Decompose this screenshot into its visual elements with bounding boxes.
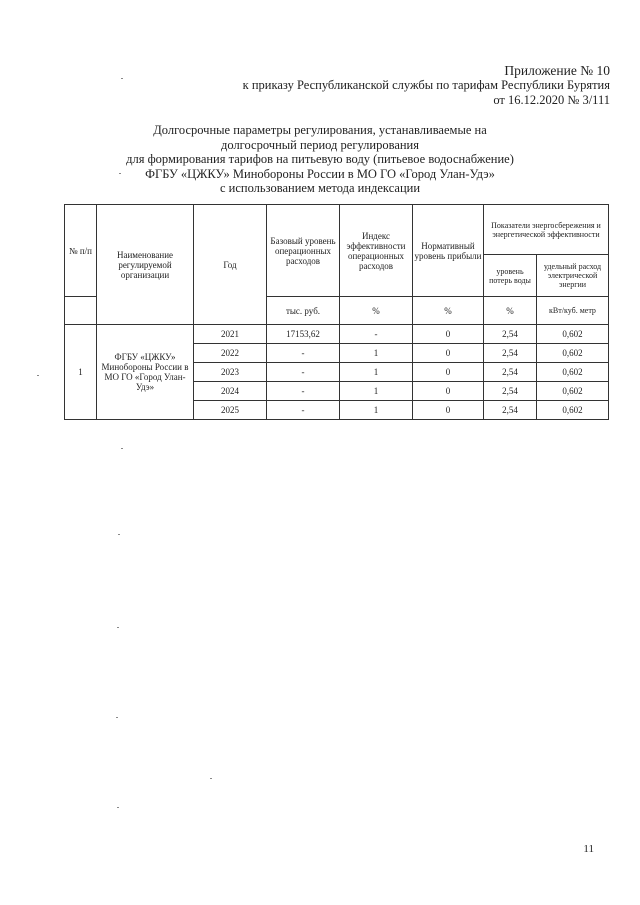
row-profit: 0 — [413, 363, 484, 382]
row-specific: 0,602 — [537, 401, 609, 420]
appendix-date-line: от 16.12.2020 № 3/111 — [493, 93, 610, 107]
row-profit: 0 — [413, 382, 484, 401]
org-name: ФГБУ «ЦЖКУ» Минобороны России в МО ГО «Город Улан-Удэ» — [97, 325, 194, 420]
row-losses: 2,54 — [484, 344, 537, 363]
heading-line: долгосрочный период регулирования — [221, 137, 419, 152]
units-index: % — [340, 297, 413, 325]
row-profit: 0 — [413, 344, 484, 363]
heading-line: Долгосрочные параметры регулирования, устанавливаемые на — [153, 123, 487, 137]
table-row — [65, 325, 609, 344]
org-number: 1 — [65, 325, 97, 420]
row-base: - — [267, 344, 340, 363]
row-year: 2024 — [194, 382, 267, 401]
row-base: 17153,62 — [267, 325, 340, 344]
header-water-losses: уровень потерь воды — [484, 255, 537, 297]
row-year: 2021 — [194, 325, 267, 344]
heading-line: ФГБУ «ЦЖКУ» Минобороны России в МО ГО «Город Улан-Удэ» — [145, 166, 495, 181]
heading-line: для формирования тарифов на питьевую воду (питьевое водоснабжение) — [126, 152, 514, 166]
scan-speck — [119, 173, 121, 174]
scan-speck — [117, 807, 119, 808]
scan-speck — [121, 78, 123, 79]
heading-line: с использованием метода индексации — [219, 181, 421, 195]
row-profit: 0 — [413, 325, 484, 344]
header-year: Год — [194, 205, 267, 325]
scan-speck — [118, 534, 120, 535]
page-number: 11 — [583, 843, 594, 855]
header-org: Наименование регулируемой организации — [97, 205, 194, 325]
units-num-empty — [65, 297, 97, 325]
scan-speck — [37, 375, 39, 376]
appendix-order-line: к приказу Республиканской службы по тарифам Республики Бурятия — [242, 78, 610, 92]
row-index: - — [340, 325, 413, 344]
row-specific: 0,602 — [537, 363, 609, 382]
appendix-block — [190, 63, 610, 108]
units-profit: % — [413, 297, 484, 325]
row-base: - — [267, 401, 340, 420]
appendix-title: Приложение № 10 — [504, 63, 610, 78]
row-losses: 2,54 — [484, 325, 537, 344]
row-base: - — [267, 382, 340, 401]
units-losses: % — [484, 297, 537, 325]
units-base: тыс. руб. — [267, 297, 340, 325]
row-profit: 0 — [413, 401, 484, 420]
row-specific: 0,602 — [537, 382, 609, 401]
row-index: 1 — [340, 344, 413, 363]
row-index: 1 — [340, 401, 413, 420]
row-specific: 0,602 — [537, 344, 609, 363]
header-profit-level: Нормативный уровень прибыли — [413, 205, 484, 297]
row-losses: 2,54 — [484, 382, 537, 401]
row-year: 2025 — [194, 401, 267, 420]
scan-speck — [210, 778, 212, 779]
header-energy-group: Показатели энергосбережения и энергетической эффективности — [484, 205, 609, 255]
header-num: № п/п — [65, 205, 97, 297]
row-base: - — [267, 363, 340, 382]
row-specific: 0,602 — [537, 325, 609, 344]
header-specific-energy: удельный расход электрической энергии — [537, 255, 609, 297]
row-year: 2023 — [194, 363, 267, 382]
units-specific: кВт/куб. метр — [537, 297, 609, 325]
scan-speck — [116, 717, 118, 718]
row-losses: 2,54 — [484, 401, 537, 420]
regulation-parameters-table — [64, 204, 609, 420]
scan-speck — [117, 627, 119, 628]
header-base-opex: Базовый уровень операционных расходов — [267, 205, 340, 297]
row-index: 1 — [340, 363, 413, 382]
row-losses: 2,54 — [484, 363, 537, 382]
scan-speck — [121, 448, 123, 449]
header-efficiency-index: Индекс эффективности операционных расходов — [340, 205, 413, 297]
row-index: 1 — [340, 382, 413, 401]
document-heading — [90, 123, 550, 196]
row-year: 2022 — [194, 344, 267, 363]
